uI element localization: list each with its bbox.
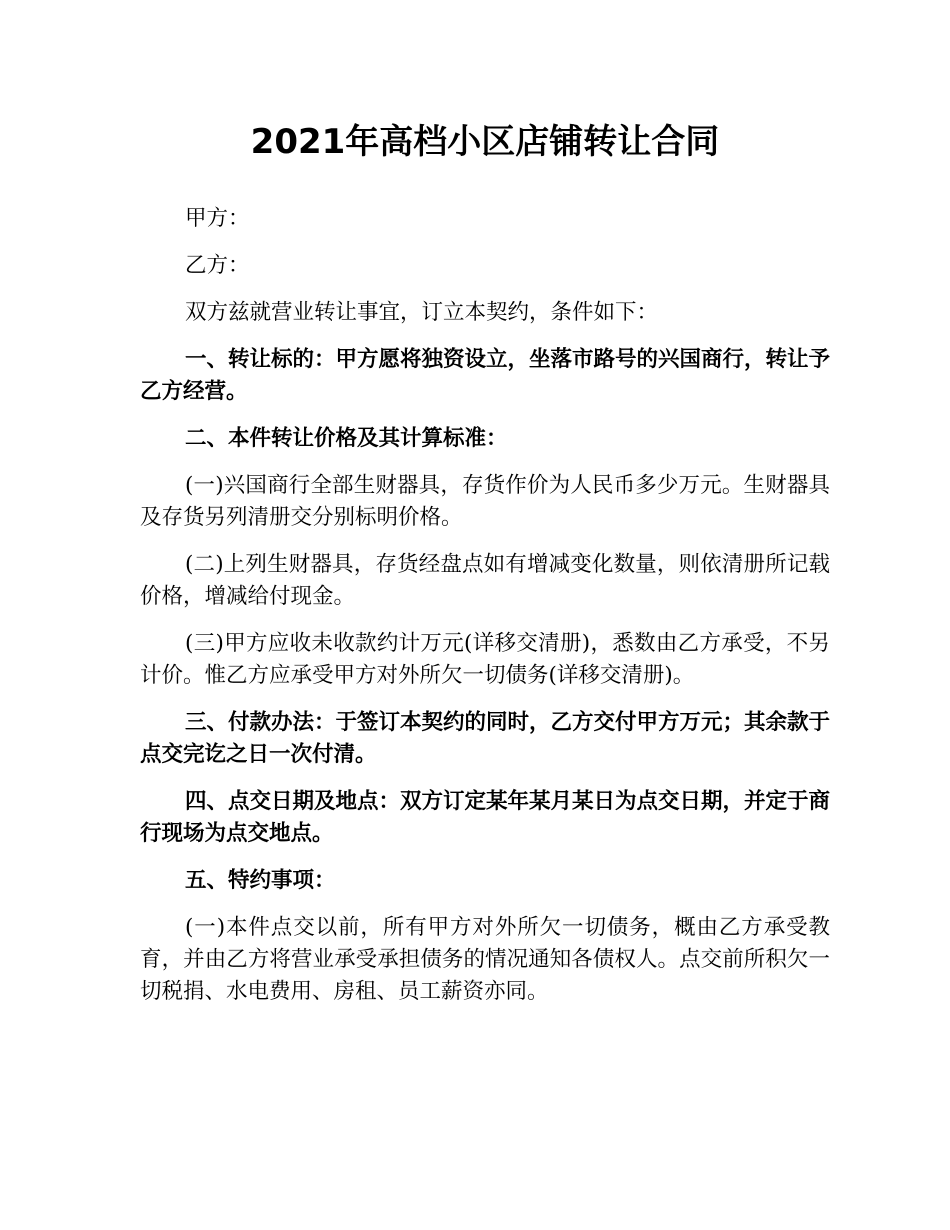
clause-2-item-2: (二)上列生财器具，存货经盘点如有增减变化数量，则依清册所记载价格，增减给付现金。 bbox=[140, 552, 830, 609]
clause-1-heading: 一、转让标的：甲方愿将独资设立，坐落市路号的兴国商行，转让予乙方经营。 bbox=[140, 347, 831, 404]
clause-5-item-1: (一)本件点交以前，所有甲方对外所欠一切债务，概由乙方承受教育，并由乙方将营业承受承担债务的情况通知各债权人。点交前所积欠一切税捐、水电费用、房租、员工薪资亦同。 bbox=[140, 915, 830, 1004]
clause-4-heading: 四、点交日期及地点：双方订定某年某月某日为点交日期，并定于商行现场为点交地点。 bbox=[140, 789, 831, 846]
party-b-line: 乙方： bbox=[185, 253, 250, 278]
clause-2-item-3: (三)甲方应收未收款约计万元(详移交清册)，悉数由乙方承受，不另计价。惟乙方应承受甲方对外所欠一切债务(详移交清册)。 bbox=[140, 631, 830, 688]
intro-paragraph: 双方兹就营业转让事宜，订立本契约，条件如下： bbox=[185, 300, 659, 325]
clause-2-heading: 二、本件转让价格及其计算标准： bbox=[185, 426, 508, 451]
clause-2-item-1: (一)兴国商行全部生财器具，存货作价为人民币多少万元。生财器具及存货另列清册交分别标明价格。 bbox=[140, 473, 830, 530]
document-title: 2021年高档小区店铺转让合同 bbox=[250, 122, 720, 162]
clause-5-heading: 五、特约事项： bbox=[185, 868, 336, 893]
clause-3-heading: 三、付款办法：于签订本契约的同时，乙方交付甲方万元；其余款于点交完讫之日一次付清。 bbox=[140, 710, 831, 767]
party-a-line: 甲方： bbox=[185, 206, 250, 231]
document-body bbox=[140, 203, 830, 1023]
